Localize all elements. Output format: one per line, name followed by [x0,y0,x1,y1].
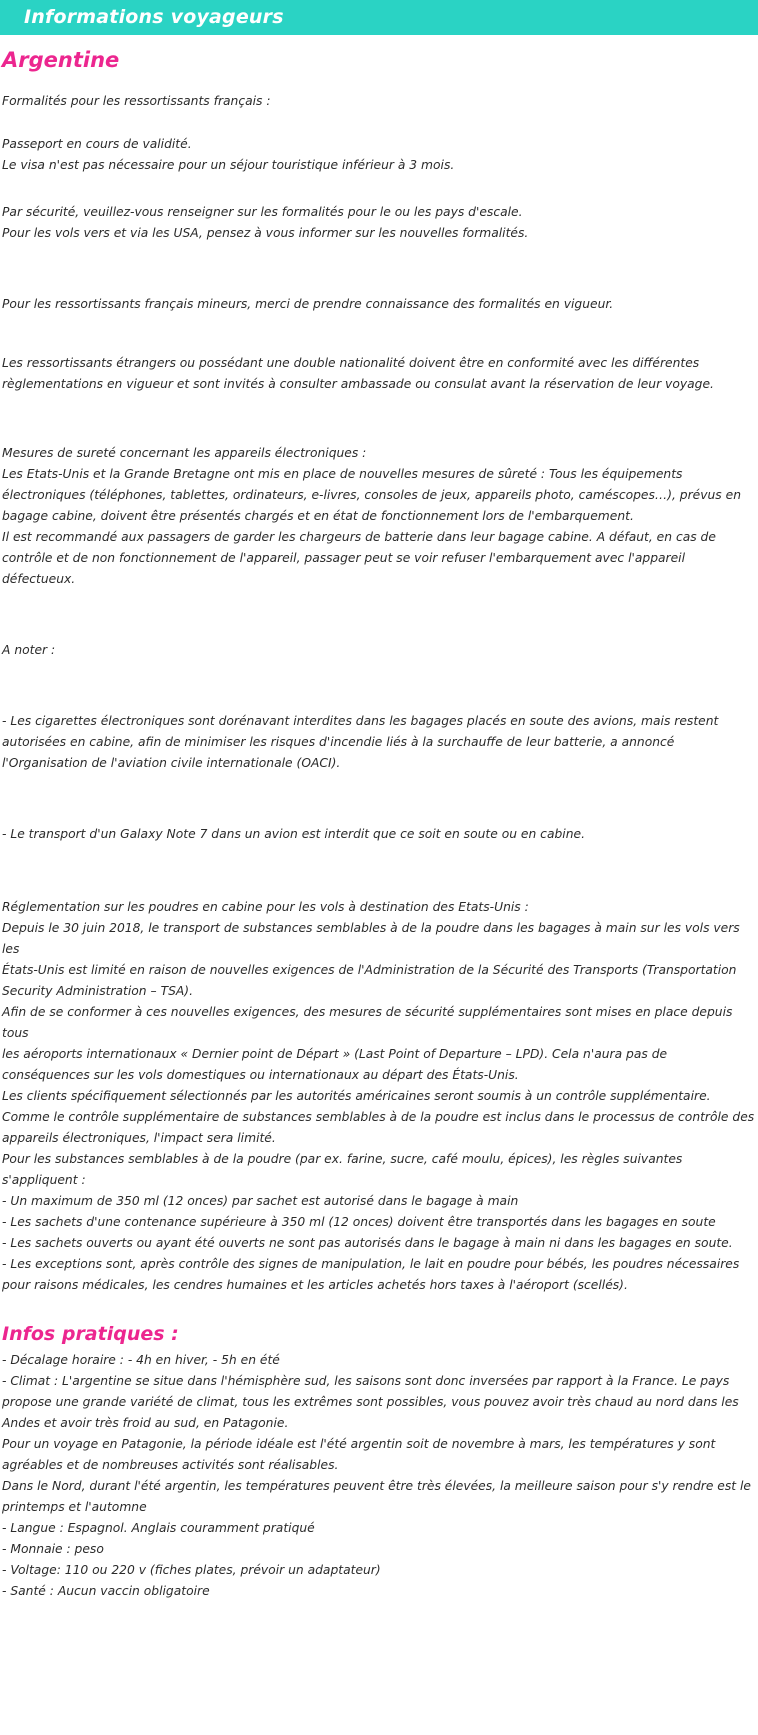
paragraph-line: Pour les substances semblables à de la poudre (par ex. farine, sucre, café moulu, épices), les règles suivantes s'appliquent : [2,1152,683,1187]
text-block [2,294,756,315]
paragraph-line: Afin de se conformer à ces nouvelles exigences, des mesures de sécurité supplémentaires sont mises en place depuis tous [2,1005,733,1040]
paragraph-line: - Le transport d'un Galaxy Note 7 dans un avion est interdit que ce soit en soute ou en cabine. [2,827,585,841]
paragraph-line: l'Organisation de l'aviation civile internationale (OACI). [2,756,341,770]
infos-pratiques-line: - Langue : Espagnol. Anglais couramment pratiqué [2,1521,315,1535]
paragraph-line: - Les cigarettes électroniques sont dorénavant interdites dans les bagages placés en soute des avions, mais restent [2,714,719,728]
infos-pratiques-line: Pour un voyage en Patagonie, la période idéale est l'été argentin soit de novembre à mars, les températures y sont [2,1437,716,1451]
text-block [2,897,756,1296]
section-title-infos-pratiques: Infos pratiques : [2,1323,179,1345]
paragraph-line: autorisées en cabine, afin de minimiser les risques d'incendie liés à la surchauffe de leur batterie, a annoncé [2,735,675,749]
infos-pratiques-lines [2,1350,756,1602]
paragraph-line: Il est recommandé aux passagers de garder les chargeurs de batterie dans leur bagage cabine. A défaut, en cas de [2,530,716,544]
page-banner [0,0,758,35]
infos-pratiques-line: - Décalage horaire : - 4h en hiver, - 5h en été [2,1353,280,1367]
paragraph-line: - Les exceptions sont, après contrôle des signes de manipulation, le lait en poudre pour bébés, les poudres nécessaires [2,1257,740,1271]
banner-title: Informations voyageurs [24,6,284,28]
paragraph-line: - Un maximum de 350 ml (12 onces) par sachet est autorisé dans le bagage à main [2,1194,519,1208]
infos-pratiques-line: - Climat : L'argentine se situe dans l'hémisphère sud, les saisons sont donc inversées par rapport à la France. Le pays [2,1374,730,1388]
page-content [0,47,758,1602]
paragraph-line: conséquences sur les vols domestiques ou internationaux au départ des États-Unis. [2,1068,519,1082]
infos-pratiques-line: - Santé : Aucun vaccin obligatoire [2,1584,210,1598]
paragraph-line: Par sécurité, veuillez-vous renseigner sur les formalités pour le ou les pays d'escale. [2,205,523,219]
infos-pratiques-line: Andes et avoir très froid au sud, en Patagonie. [2,1416,289,1430]
paragraph-line: règlementations en vigueur et sont invités à consulter ambassade ou consulat avant la réservation de leur voyage. [2,377,714,391]
paragraph-line: Les ressortissants étrangers ou possédant une double nationalité doivent être en conformité avec les différentes [2,356,700,370]
paragraph-line: les aéroports internationaux « Dernier point de Départ » (Last Point of Departure – LPD). Cela n'aura pas de [2,1047,668,1061]
paragraph-line: Pour les ressortissants français mineurs, merci de prendre connaissance des formalités en vigueur. [2,297,614,311]
paragraph-line: contrôle et de non fonctionnement de l'appareil, passager peut se voir refuser l'embarquement avec l'appareil [2,551,685,565]
infos-pratiques-line: propose une grande variété de climat, tous les extrêmes sont possibles, vous pouvez avoir très chaud au nord dans les [2,1395,739,1409]
infos-pratiques-line: printemps et l'automne [2,1500,147,1514]
infos-pratiques-line: - Monnaie : peso [2,1542,104,1556]
text-block [2,91,756,112]
paragraph-line: défectueux. [2,572,76,586]
infos-pratiques-line: Dans le Nord, durant l'été argentin, les températures peuvent être très élevées, la meilleure saison pour s'y rendre est le [2,1479,751,1493]
paragraph-line: Les clients spécifiquement sélectionnés par les autorités américaines seront soumis à un contrôle supplémentaire. [2,1089,711,1103]
info-blocks [2,91,756,1296]
text-block [2,640,756,661]
paragraph-line: - Les sachets ouverts ou ayant été ouverts ne sont pas autorisés dans le bagage à main ni dans les bagages en soute. [2,1236,733,1250]
paragraph-line: - Les sachets d'une contenance supérieure à 350 ml (12 onces) doivent être transportés dans les bagages en soute [2,1215,716,1229]
text-block [2,202,756,244]
paragraph-line: bagage cabine, doivent être présentés chargés et en état de fonctionnement lors de l'embarquement. [2,509,634,523]
paragraph-line: Le visa n'est pas nécessaire pour un séjour touristique inférieur à 3 mois. [2,158,455,172]
paragraph-line: Pour les vols vers et via les USA, pensez à vous informer sur les nouvelles formalités. [2,226,529,240]
paragraph-line: électroniques (téléphones, tablettes, ordinateurs, e-livres, consoles de jeux, appareils photo, caméscopes…), prévus en [2,488,741,502]
paragraph-line: appareils électroniques, l'impact sera limité. [2,1131,276,1145]
paragraph-line: Security Administration – TSA). [2,984,194,998]
paragraph-line: Réglementation sur les poudres en cabine pour les vols à destination des Etats-Unis : [2,900,529,914]
text-block [2,711,756,774]
text-block [2,134,756,176]
paragraph-line: Formalités pour les ressortissants français : [2,94,271,108]
text-block [2,353,756,395]
paragraph-line: États-Unis est limité en raison de nouvelles exigences de l'Administration de la Sécurité des Transports (Transportation [2,963,737,977]
paragraph-line: Depuis le 30 juin 2018, le transport de substances semblables à de la poudre dans les bagages à main sur les vols vers les [2,921,740,956]
paragraph-line: Passeport en cours de validité. [2,137,192,151]
paragraph-line: Mesures de sureté concernant les appareils électroniques : [2,446,367,460]
text-block [2,443,756,590]
infos-pratiques-line: agréables et de nombreuses activités sont réalisables. [2,1458,339,1472]
country-title: Argentine [2,48,120,72]
paragraph-line: A noter : [2,643,56,657]
paragraph-line: Les Etats-Unis et la Grande Bretagne ont mis en place de nouvelles mesures de sûreté : Tous les équipements [2,467,683,481]
infos-pratiques-line: - Voltage: 110 ou 220 v (fiches plates, prévoir un adaptateur) [2,1563,381,1577]
text-block [2,824,756,845]
paragraph-line: pour raisons médicales, les cendres humaines et les articles achetés hors taxes à l'aéroport (scellés). [2,1278,628,1292]
paragraph-line: Comme le contrôle supplémentaire de substances semblables à de la poudre est inclus dans le processus de contrôle des [2,1110,755,1124]
